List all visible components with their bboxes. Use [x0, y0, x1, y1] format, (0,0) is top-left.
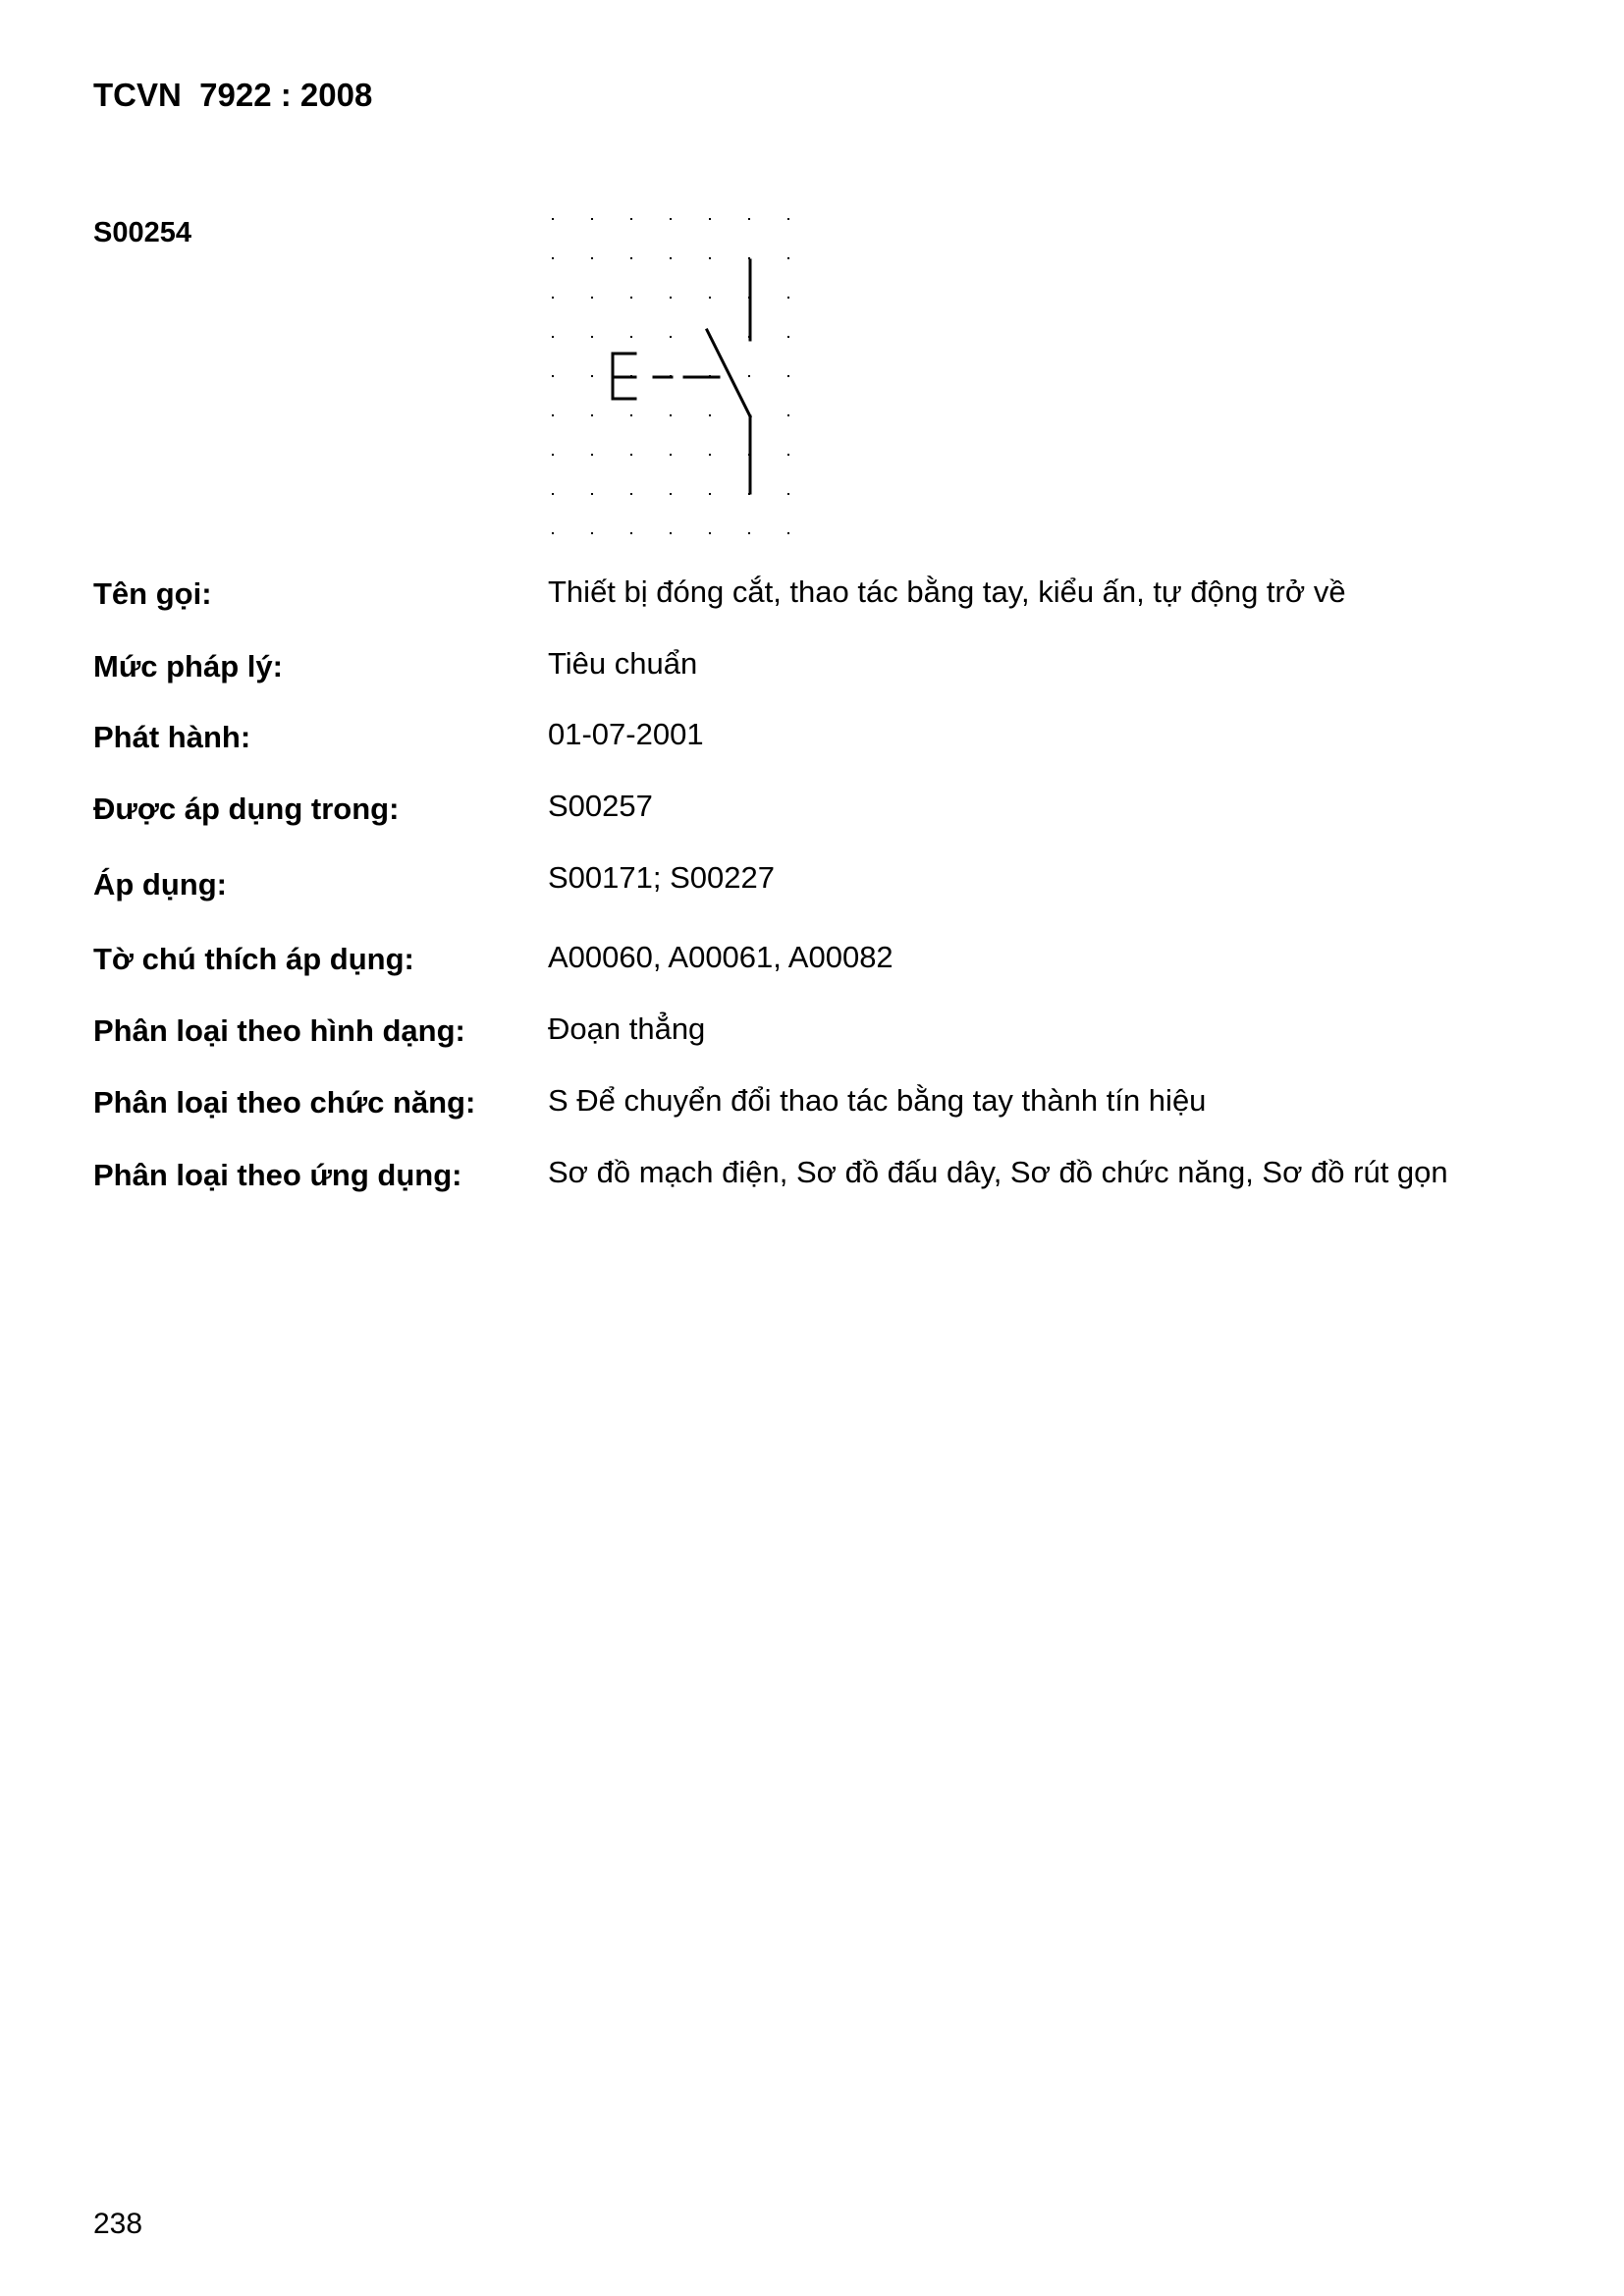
- label-phan-loai-hinh-dang: Phân loại theo hình dạng:: [93, 1013, 465, 1048]
- label-to-chu-thich: Tờ chú thích áp dụng:: [93, 942, 414, 976]
- grid-dot: [591, 257, 593, 259]
- grid-dot: [787, 336, 789, 338]
- value-phan-loai-chuc-nang: S Để chuyển đổi thao tác bằng tay thành tín hiệu: [548, 1083, 1207, 1118]
- value-phan-loai-hinh-dang: Đoạn thẳng: [548, 1011, 706, 1046]
- value-phan-loai-ung-dung: Sơ đồ mạch điện, Sơ đồ đấu dây, Sơ đồ chức năng, Sơ đồ rút gọn: [548, 1155, 1448, 1189]
- grid-dot: [748, 532, 750, 534]
- grid-dot: [630, 336, 632, 338]
- grid-dot: [709, 532, 711, 534]
- grid-dot: [552, 493, 554, 495]
- label-phan-loai-chuc-nang: Phân loại theo chức năng:: [93, 1085, 476, 1120]
- grid-dot: [591, 336, 593, 338]
- value-to-chu-thich: A00060, A00061, A00082: [548, 940, 893, 974]
- grid-dot: [552, 532, 554, 534]
- grid-dot: [670, 532, 672, 534]
- label-phan-loai-ung-dung: Phân loại theo ứng dụng:: [93, 1158, 462, 1192]
- value-ten-goi: Thiết bị đóng cắt, thao tác bằng tay, kiểu ấn, tự động trở về: [548, 574, 1346, 609]
- grid-dot: [630, 532, 632, 534]
- grid-dot: [670, 493, 672, 495]
- grid-dot: [552, 414, 554, 416]
- label-ap-dung: Áp dụng:: [93, 867, 228, 902]
- grid-dot: [787, 297, 789, 299]
- grid-dot: [670, 297, 672, 299]
- grid-dot: [670, 218, 672, 220]
- page-number: 238: [93, 2208, 143, 2240]
- grid-dot: [552, 454, 554, 456]
- grid-dot: [552, 297, 554, 299]
- label-muc-phap-ly: Mức pháp lý:: [93, 649, 283, 683]
- grid-dot: [670, 414, 672, 416]
- grid-dot: [591, 375, 593, 377]
- standard-header: TCVN 7922 : 2008: [93, 77, 373, 113]
- grid-dot: [709, 257, 711, 259]
- symbol-code: S00254: [93, 217, 191, 248]
- grid-dot: [670, 454, 672, 456]
- grid-dot: [630, 257, 632, 259]
- value-duoc-ap-dung-trong: S00257: [548, 789, 653, 823]
- grid-dot: [787, 493, 789, 495]
- grid-dot: [630, 454, 632, 456]
- grid-dot: [630, 493, 632, 495]
- grid-dot: [787, 454, 789, 456]
- value-phat-hanh: 01-07-2001: [548, 717, 704, 751]
- grid-dot: [748, 375, 750, 377]
- grid-dot: [787, 257, 789, 259]
- grid-dot: [709, 414, 711, 416]
- grid-dot: [591, 532, 593, 534]
- grid-dot: [630, 414, 632, 416]
- grid-dot: [591, 218, 593, 220]
- label-duoc-ap-dung-trong: Được áp dụng trong:: [93, 792, 400, 826]
- grid-dot: [787, 375, 789, 377]
- grid-dot: [787, 414, 789, 416]
- grid-dot: [591, 454, 593, 456]
- value-ap-dung: S00171; S00227: [548, 860, 775, 895]
- grid-dot: [670, 336, 672, 338]
- grid-dot: [709, 218, 711, 220]
- grid-dot: [709, 297, 711, 299]
- grid-dot: [552, 218, 554, 220]
- switch-symbol: [613, 260, 750, 493]
- grid-dot: [552, 257, 554, 259]
- grid-dot: [709, 493, 711, 495]
- grid-dot: [552, 375, 554, 377]
- grid-dot: [630, 297, 632, 299]
- push-button-switch-icon: [540, 206, 805, 540]
- grid-dot: [552, 336, 554, 338]
- grid-dot: [591, 493, 593, 495]
- label-phat-hanh: Phát hành:: [93, 720, 251, 754]
- grid-dot: [591, 414, 593, 416]
- grid-dot: [787, 532, 789, 534]
- grid-dot: [630, 218, 632, 220]
- grid-dot: [709, 454, 711, 456]
- grid-dot: [787, 218, 789, 220]
- grid-dot: [670, 257, 672, 259]
- grid-dot: [748, 218, 750, 220]
- label-ten-goi: Tên gọi:: [93, 576, 212, 611]
- value-muc-phap-ly: Tiêu chuẩn: [548, 646, 698, 681]
- grid-dot: [591, 297, 593, 299]
